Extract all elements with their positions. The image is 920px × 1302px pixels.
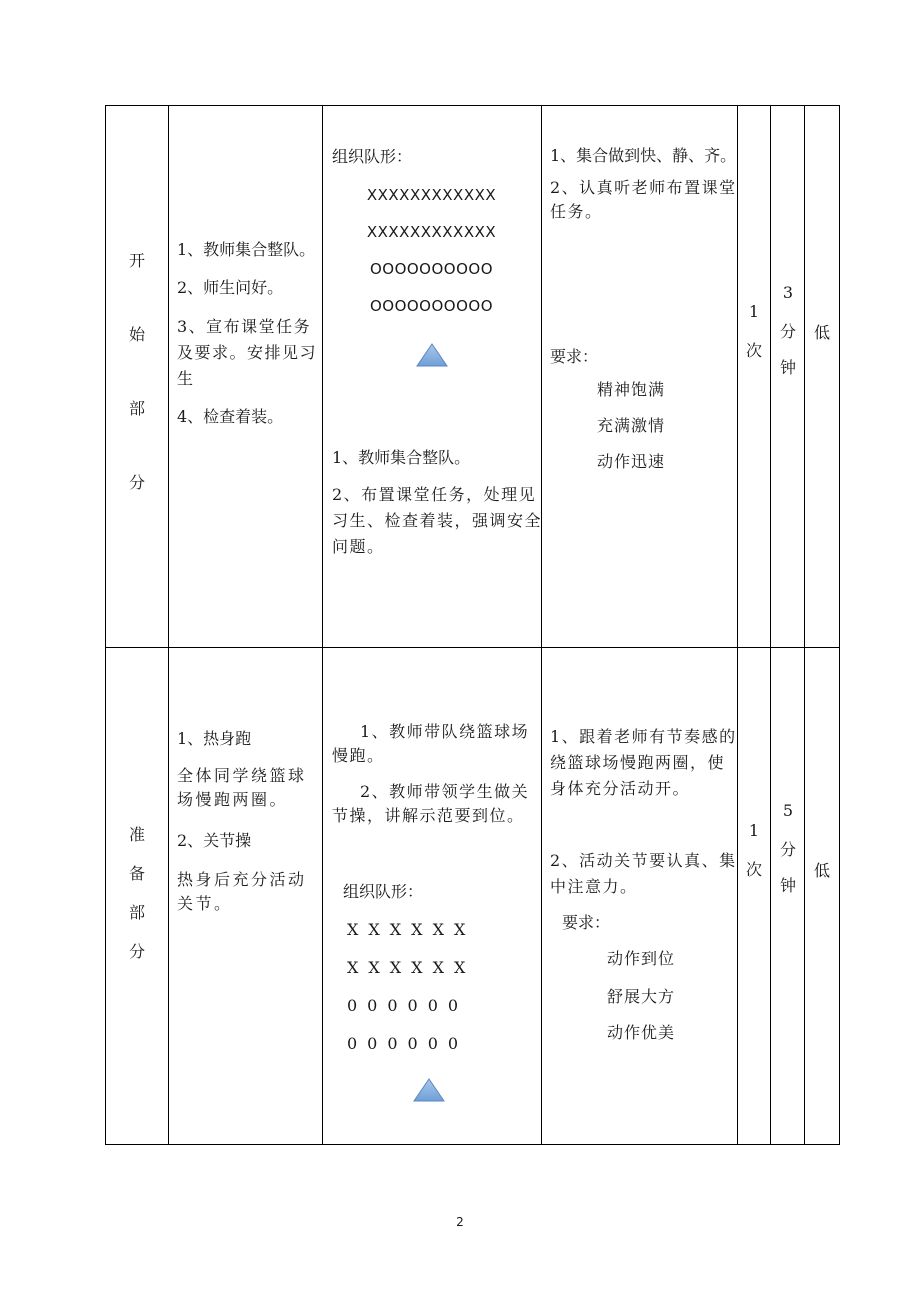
formation-row: OOOOOOOOOO	[369, 297, 494, 315]
teacher-step: 2、教师带领学生做关节操，讲解示范要到位。	[332, 782, 530, 825]
duration-char: 3	[782, 283, 794, 302]
content-item: 全体同学绕篮球场慢跑两圈。	[177, 766, 307, 809]
duration-char: 5	[782, 801, 794, 820]
requirement-item: 动作到位	[607, 949, 676, 968]
formation-row: XXXXXXXXXXXX	[366, 223, 497, 241]
requirement-label: 要求：	[562, 913, 611, 932]
section-title-char: 部	[128, 903, 145, 922]
section-title-char: 备	[128, 864, 145, 883]
times-cell	[739, 821, 769, 893]
times-char: 次	[745, 341, 762, 360]
table-border-right	[839, 105, 840, 1145]
student-item: 2、认真听老师布置课堂任务。	[550, 178, 737, 221]
section-title-char: 开	[128, 251, 145, 270]
content-item: 2、师生问好。	[177, 278, 284, 297]
teacher-triangle-icon	[415, 342, 449, 368]
teacher-step: 2、布置课堂任务，处理见习生、检查着装，强调安全问题。	[332, 485, 543, 556]
section-title-char: 分	[128, 473, 145, 492]
duration-char: 分	[779, 322, 796, 341]
formation-label: 组织队形：	[343, 882, 424, 901]
col-divider	[105, 105, 106, 1145]
content-item: 2、关节操	[177, 831, 252, 850]
formation-row: 000000	[347, 996, 469, 1015]
requirement-item: 舒展大方	[607, 987, 676, 1006]
formation-label: 组织队形：	[332, 147, 413, 166]
requirement-item: 动作迅速	[597, 452, 666, 471]
duration-char: 钟	[779, 876, 796, 895]
requirement-item: 精神饱满	[597, 380, 666, 399]
intensity-cell	[807, 320, 837, 343]
section-title	[122, 822, 152, 978]
content-item: 4、检查着装。	[177, 407, 284, 426]
student-item: 2、活动关节要认真、集中注意力。	[550, 851, 737, 896]
row-divider	[105, 647, 840, 648]
duration-cell	[773, 283, 803, 391]
teacher-step: 1、教师带队绕篮球场慢跑。	[332, 722, 530, 765]
table-border-top	[105, 105, 840, 106]
formation-row: XXXXXX	[347, 920, 476, 939]
col-divider	[804, 105, 805, 1145]
intensity-cell	[807, 858, 837, 881]
content-item: 1、热身跑	[177, 729, 252, 748]
section-title-char: 部	[128, 399, 145, 418]
col-divider	[737, 105, 738, 1145]
section-title	[122, 248, 152, 544]
teacher-triangle-icon	[412, 1077, 446, 1103]
section-title-char: 分	[128, 942, 145, 961]
content-item: 热身后充分活动关节。	[177, 870, 307, 913]
times-char: 1	[748, 302, 760, 321]
times-cell	[739, 302, 769, 374]
formation-row: XXXXXXXXXXXX	[366, 186, 497, 204]
formation-row: XXXXXX	[347, 958, 476, 977]
col-divider	[168, 105, 169, 1145]
formation-row: OOOOOOOOOO	[369, 260, 494, 278]
content-item: 1、教师集合整队。	[177, 240, 316, 259]
requirement-label: 要求：	[550, 347, 599, 366]
intensity-value: 低	[813, 323, 830, 342]
student-item: 1、跟着老师有节奏感的绕篮球场慢跑两圈，使身体充分活动开。	[550, 727, 737, 798]
times-char: 1	[748, 821, 760, 840]
section-title-char: 准	[128, 825, 145, 844]
times-char: 次	[745, 860, 762, 879]
teacher-step: 1、教师集合整队。	[332, 448, 471, 467]
requirement-item: 动作优美	[607, 1023, 676, 1042]
requirement-item: 充满激情	[597, 416, 666, 435]
col-divider	[770, 105, 771, 1145]
content-item: 3、宣布课堂任务及要求。安排见习生	[177, 317, 318, 388]
duration-char: 钟	[779, 358, 796, 377]
student-item: 1、集合做到快、静、齐。	[550, 146, 737, 165]
formation-row: 000000	[347, 1034, 469, 1053]
table-border-bottom	[105, 1144, 840, 1145]
duration-char: 分	[779, 840, 796, 859]
intensity-value: 低	[813, 861, 830, 880]
col-divider	[541, 105, 542, 1145]
duration-cell	[773, 801, 803, 909]
section-title-char: 始	[128, 325, 145, 344]
page-number: 2	[456, 1215, 464, 1229]
